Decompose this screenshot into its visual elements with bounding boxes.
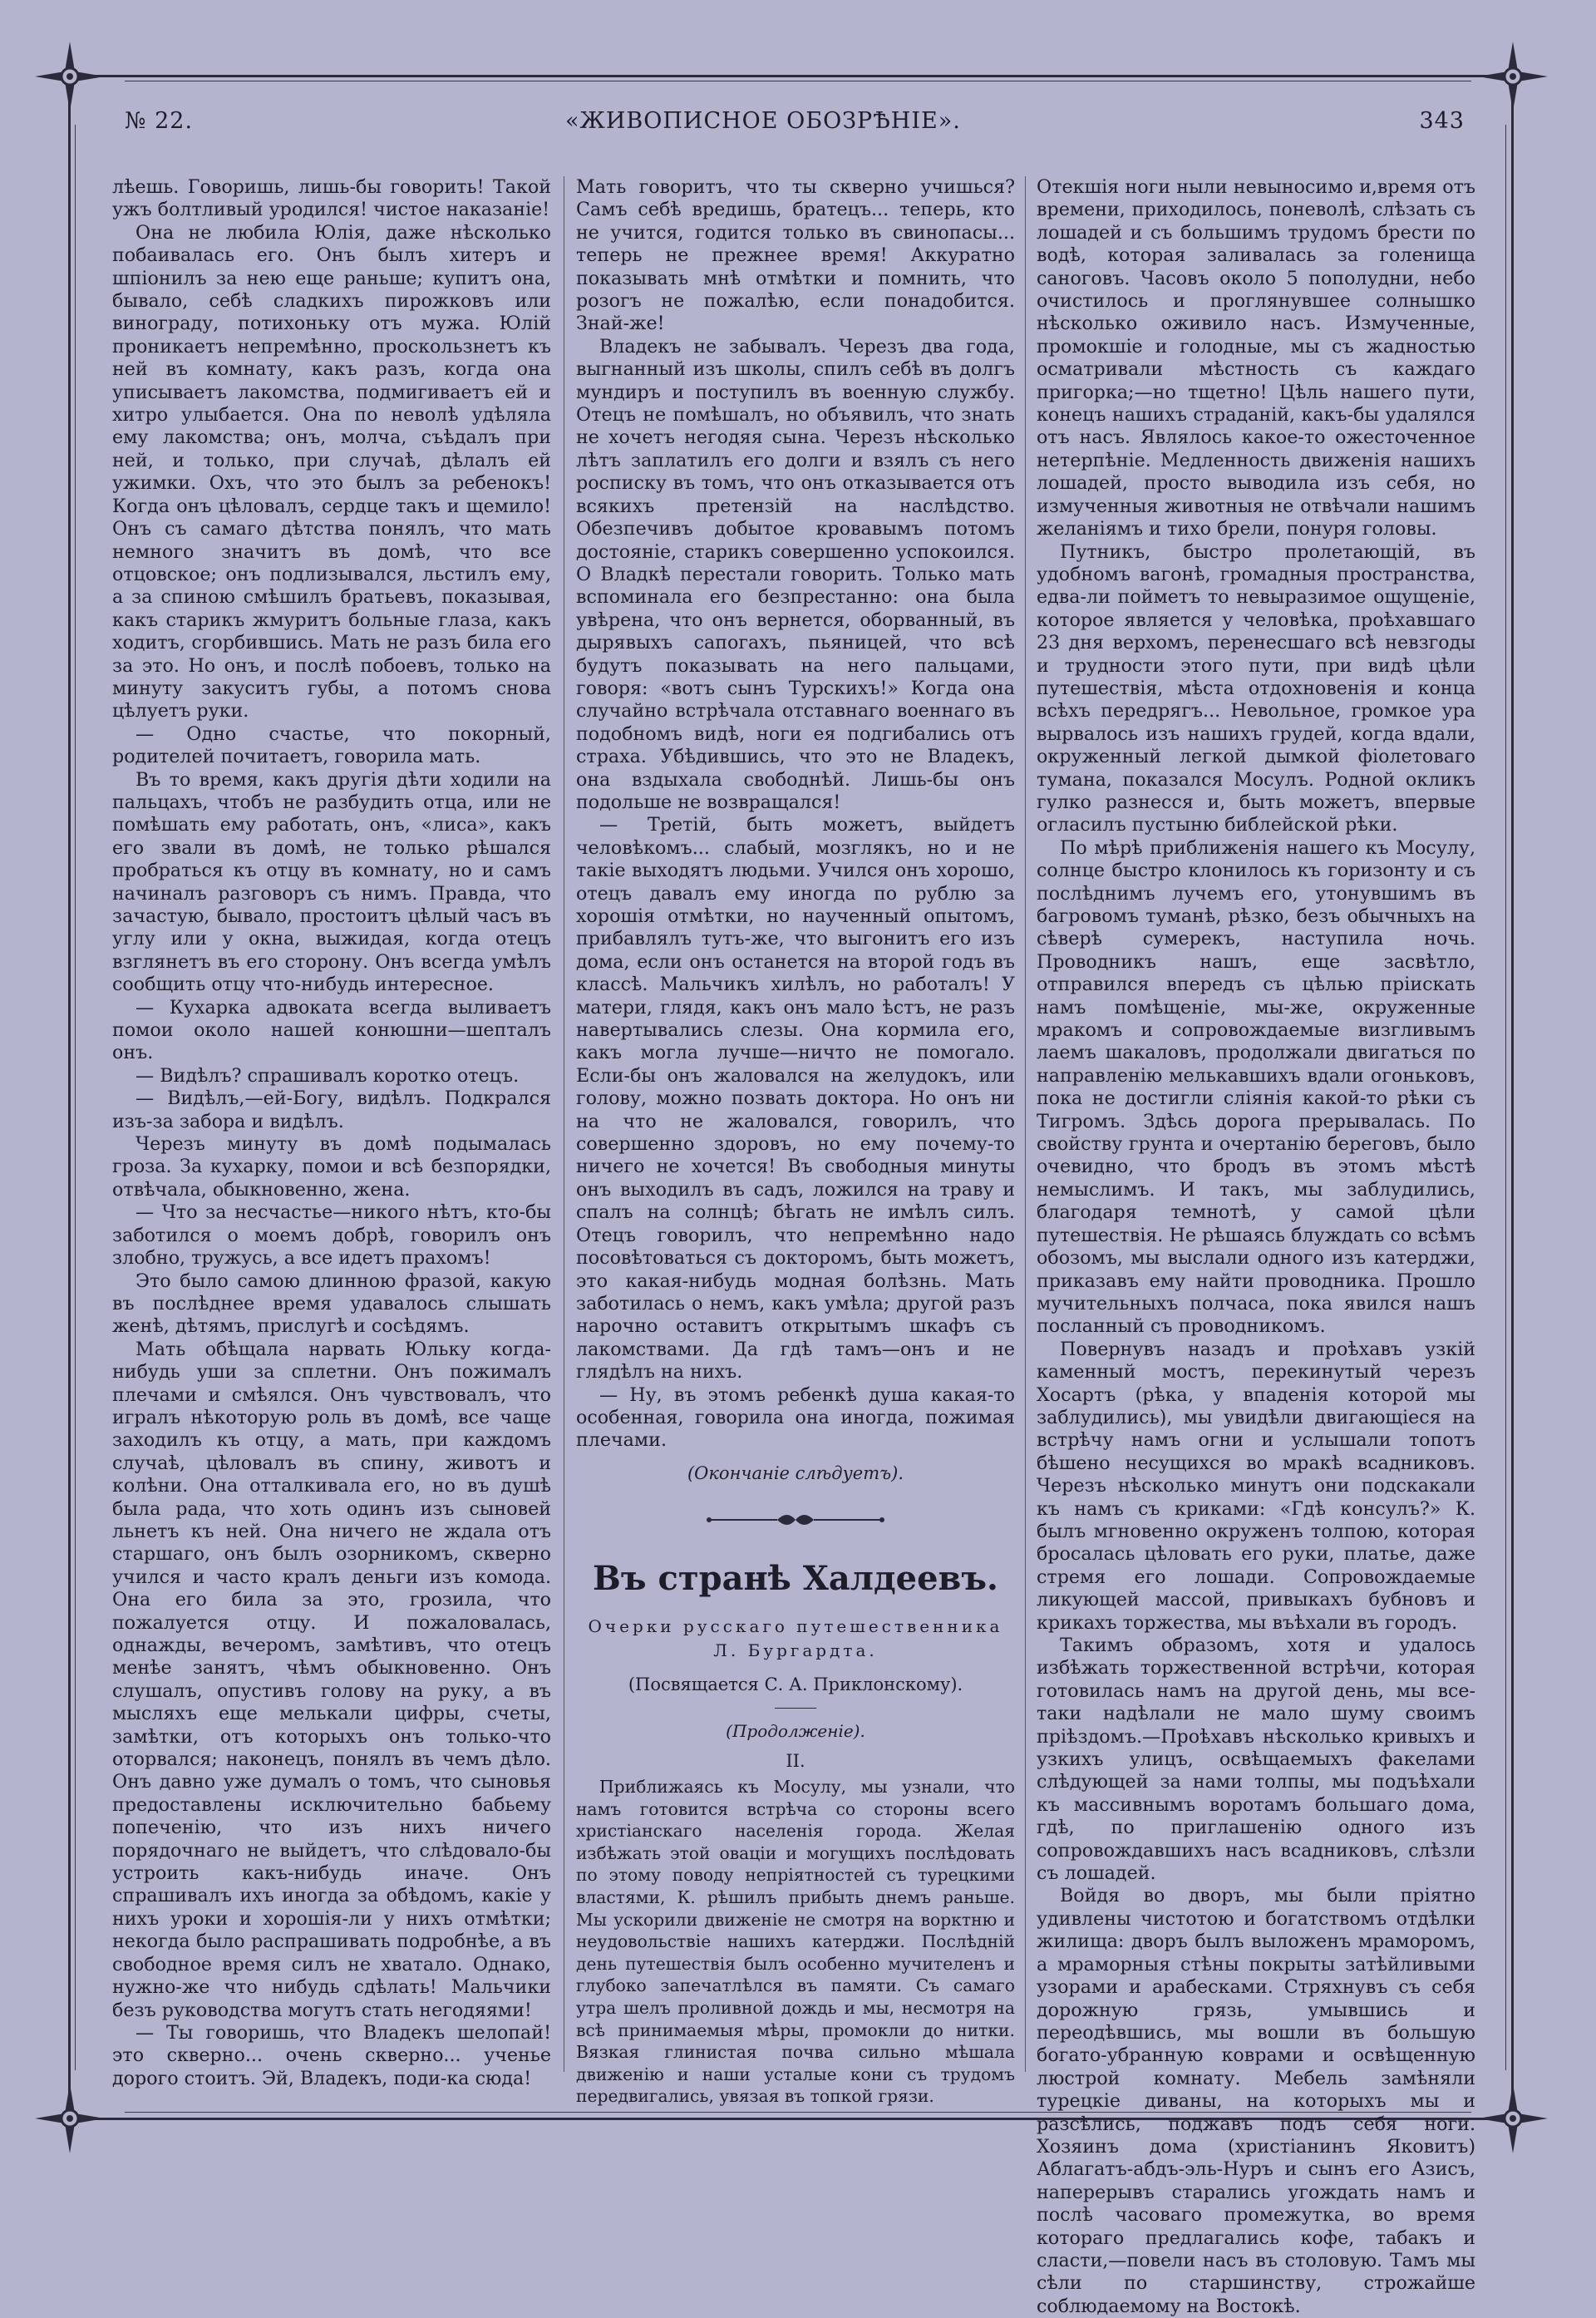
article-subtitle: Очерки русскаго путешественника (588, 1616, 1003, 1637)
paragraph: Такимъ образомъ, хотя и удалось избѣжать торжественной встрѣчи, которая готовилась намъ на другой день, мы все-таки надѣлали не мало шуму своимъ пріѣздомъ.—Проѣхавъ нѣсколько кривыхъ и узкихъ улицъ, освѣщаемыхъ факелами слѣдующей за нами толпы, мы подъѣхали къ массивнымъ воротамъ большаго дома, гдѣ, по приглашенію одного изъ сопровождавшихъ насъ всадниковъ, слѣзли съ лошадей. (1037, 1635, 1475, 1885)
paragraph: Повернувъ назадъ и проѣхавъ узкій каменный мостъ, перекинутый черезъ Хосартъ (рѣка, у впаденія которой мы заблудились), мы увидѣли двигающіеся на встрѣчу намъ огни и услышали топотъ бѣшено несущихся во мракѣ всадниковъ. Черезъ нѣсколько минутъ они подскакали къ намъ съ криками: «Гдѣ консулъ?» К. былъ мгновенно окруженъ толпою, которая бросалась цѣловать его руки, платье, даже стремя его лошади. Сопровождаемые ликующей массой, привыкахъ бубновъ и крикахъ торжества, мы въѣхали въ городъ. (1037, 1338, 1475, 1634)
section-divider-ornament (704, 1510, 887, 1530)
frame-left-rule (68, 58, 71, 2137)
paragraph: Въ то время, какъ другія дѣти ходили на пальцахъ, чтобъ не разбудить отца, или не помѣшать ему работать, онъ, «лиса», какъ его звали въ домѣ, не только рѣшался пробраться къ отцу въ комнату, но и самъ начиналъ разговоръ съ нимъ. Правда, что зачастую, бывало, простоитъ цѣлый часъ въ углу или у окна, выжидая, когда отецъ взглянетъ въ его сторону. Онъ всегда умѣлъ сообщить отцу что-нибудь интересное. (112, 768, 551, 996)
paragraph: — Кухарка адвоката всегда выливаетъ помои около нашей конюшни—шепталъ онъ. (112, 996, 551, 1064)
frame-right-rule (1511, 58, 1514, 2137)
paragraph: — Что за несчастье—никого нѣтъ, кто-бы заботился о моемъ добрѣ, говорилъ онъ злобно, тружусь, а все идетъ прахомъ! (112, 1201, 551, 1270)
running-header (125, 108, 1471, 141)
paragraph: — Одно счастье, что покорный, родителей почитаетъ, говорила мать. (112, 723, 551, 768)
frame-left-inner-rule (75, 125, 76, 2070)
column-rule-right (1025, 176, 1026, 2072)
paragraph: Путникъ, быстро пролетающій, въ удобномъ вагонѣ, громадныя пространства, едва-ли пойметъ то невыразимое ощущеніе, которое является у человѣка, проѣхавшаго 23 дня верхомъ, перенесшаго всѣ невзгоды и трудности этого пути, при видѣ цѣли путешествія, мѣста отдохновенія и конца всѣхъ передрягъ... Невольное, громкое ура вырвалось изъ нашихъ грудей, когда вдали, окруженный легкой дымкой фіолетоваго тумана, показался Мосулъ. Родной окликъ гулко разнесся и, быть можетъ, впервые огласилъ пустыню библейской рѣки. (1037, 540, 1475, 836)
paragraph: — Видѣлъ? спрашивалъ коротко отецъ. (135, 1064, 520, 1087)
journal-title: «ЖИВОПИСНОЕ ОБОЗРѢНІЕ». (565, 108, 961, 134)
corner-ornament-top-right (1471, 35, 1554, 118)
paragraph: — Видѣлъ,—ей-Богу, видѣлъ. Подкрался изъ-за забора и видѣлъ. (112, 1087, 551, 1132)
page-number: 343 (1419, 108, 1465, 134)
paragraph: Она не любила Юлія, даже нѣсколько побаивалась его. Онъ былъ хитеръ и шпіонилъ за нею еще раньше; купитъ она, бывало, себѣ сладкихъ пирожковъ или винограду, потихоньку отъ мужа. Юлій проникаетъ непремѣнно, проскользнетъ къ ней въ комнату, какъ разъ, когда она уписываетъ лакомства, подмигиваетъ ей и хитро улыбается. Она по неволѣ удѣляла ему лакомства; онъ, молча, съѣдалъ при ней, и только, при случаѣ, дѣлалъ ей ужимки. Охъ, что это былъ за ребенокъ! Когда онъ цѣловалъ, сердце такъ и щемило! Онъ съ самаго дѣтства понялъ, что мать немного значитъ въ домѣ, что все отцовское; онъ подлизывался, льстилъ ему, а за спиною смѣшилъ братьевъ, показывая, какъ старикъ жмуритъ больные глаза, какъ ходитъ, сгорбившись. Мать не разъ била его за это. Но онъ, и послѣ побоевъ, только на минуту закуситъ губы, а потомъ снова цѣлуетъ руки. (112, 221, 551, 723)
paragraph: Мать обѣщала нарвать Юльку когда-нибудь уши за сплетни. Онъ пожималъ плечами и смѣялся. Онъ чувствовалъ, что игралъ нѣкоторую роль въ домѣ, все чаще заходилъ къ отцу, а мать, при каждомъ случаѣ, цѣловалъ въ спину, животъ и колѣни. Она отталкивала его, но въ душѣ была рада, что хоть одинъ изъ сыновей льнетъ къ ней. Она ничего не ждала отъ старшаго, онъ былъ озорникомъ, скверно учился и часто кралъ деньги изъ комода. Она его била за это, грозила, что пожалуется отцу. И пожаловалась, однажды, вечеромъ, замѣтивъ, что отецъ менѣе занятъ, чѣмъ обыкновенно. Онъ слушалъ, опустивъ голову на руку, а въ мысляхъ еще мелькали цифры, счеты, замѣтки, отъ которыхъ онъ только-что оторвался; наконецъ, понялъ въ чемъ дѣло. Онъ давно уже думалъ о томъ, что сыновья предоставлены исключительно бабьему попеченію, что изъ нихъ ничего порядочнаго не выйдетъ, что слѣдовало-бы устроить какъ-нибудь иначе. Онъ спрашивалъ ихъ иногда за обѣдомъ, какіе у нихъ уроки и хорошія-ли у нихъ отмѣтки; некогда было распрашивать подробнѣе, а въ свободное время силъ не хватало. Однако, нужно-же что нибудь сдѣлать! Мальчики безъ руководства могутъ стать негодяями! (112, 1338, 551, 2021)
paragraph: Владекъ не забывалъ. Черезъ два года, выгнанный изъ школы, спилъ себѣ въ долгъ мундиръ и поступилъ въ военную службу. Отецъ не помѣшалъ, но объявилъ, что знать не хочетъ негодяя сына. Черезъ нѣсколько лѣтъ заплатилъ его долги и взялъ съ него росписку въ томъ, что онъ отказывается отъ всякихъ претензій на наслѣдство. Обезпечивъ добытое кровавымъ потомъ достояніе, старикъ совершенно успокоился. О Владкѣ перестали говорить. Только мать вспоминала его безпрестанно: она была увѣрена, что онъ вернется, оборванный, въ дырявыхъ сапогахъ, пьяницей, что всѣ будутъ показывать на него пальцами, говоря: «вотъ сынъ Турскихъ!» Когда она случайно встрѣчала отставнаго военнаго въ подобномъ видѣ, ноги ея подгибались отъ страха. Убѣдившись, что это не Владекъ, она вздыхала свободнѣй. Лишь-бы онъ подольше не возвращался! (576, 335, 1015, 813)
to-be-continued-note: (Окончаніе слѣдуетъ). (687, 1462, 904, 1483)
paragraph: Отекшія ноги ныли невыносимо и,время отъ времени, приходилось, поневолѣ, слѣзать съ лошадей и съ большимъ трудомъ брести по водѣ, которая заливалась за голенища саноговъ. Часовъ около 5 пополудни, небо очистилось и проглянувшее солнышко нѣсколько оживило насъ. Измученные, промокшіе и голодные, мы съ жадностью осматривали мѣстность съ каждаго пригорка;—но тщетно! Цѣль нашего пути, конецъ нашихъ страданій, какъ-бы удалялся отъ насъ. Являлось какое-то ожесточенное нетерпѣніе. Медленность движенія нашихъ лошадей, просто выводила изъ себя, но измученныя животныя не отвѣчали нашимъ желаніямъ и тихо брели, понуря головы. (1037, 176, 1475, 540)
paragraph: По мѣрѣ приближенія нашего къ Мосулу, солнце быстро клонилось къ горизонту и съ послѣднимъ лучемъ его, утонувшимъ въ багровомъ туманѣ, рѣзко, безъ обычныхъ на сѣверѣ сумерекъ, наступила ночь. Проводникъ нашъ, еще засвѣтло, отправился впередъ съ цѣлью пріискать намъ помѣщеніе, мы-же, окруженные мракомъ и сопровождаемые визгливымъ лаемъ шакаловъ, продолжали двигаться по направленію мелькавшихъ вдали огоньковъ, пока не достигли слiянія какой-то рѣки съ Тигромъ. Здѣсь дорога прерывалась. По свойству грунта и очертанію береговъ, было очевидно, что бродъ въ этомъ мѣстѣ немыслимъ. И такъ, мы заблудились, благодаря темнотѣ, у самой цѣли путешествія. Не рѣшаясь блуждать со всѣмъ обозомъ, мы выслали одного изъ катерджи, приказавъ ему найти проводника. Прошло мучительныхъ полчаса, пока явился нашъ посланный съ проводникомъ. (1037, 836, 1475, 1338)
paragraph: лѣешь. Говоришь, лишь-бы говорить! Такой ужъ болтливый уродился! чистое наказаніе! (112, 176, 551, 221)
chapter-number: II. (786, 1750, 805, 1771)
paragraph: Приближаясь къ Мосулу, мы узнали, что намъ готовится встрѣча со стороны всего христіанскаго населенія города. Желая избѣжать этой оваціи и могущихъ послѣдовать по этому поводу непріятностей съ турецкими властями, К. рѣшилъ прибыть днемъ раньше. Мы ускорили движеніе не смотря на ворктню и неудовольствіе нашихъ катерджи. Послѣдній день путешествія былъ особенно мучителенъ и глубоко запечатлѣлся въ памяти. Съ самаго утра шелъ проливной дождь и мы, несмотря на всѣ принимаемыя мѣры, промокли до нитки. Вязкая глинистая почва сильно мѣшала движенію и наши усталые кони съ трудомъ передвигались, увязая въ топкой грязи. (576, 1776, 1015, 2107)
column-3 (1037, 176, 1475, 2318)
article-dedication: (Посвящается С. А. Приклонскому). (628, 1674, 963, 1695)
paragraph: — Ты говоришь, что Владекъ шелопай! это скверно... очень скверно... ученье дорого стоитъ. Эй, Владекъ, поди-ка сюда! (112, 2021, 551, 2089)
corner-ornament-bottom-right (1471, 2077, 1554, 2160)
column-2 (576, 176, 1015, 2108)
continuation-note: (Продолженіе). (726, 1721, 865, 1742)
paragraph: — Ну, въ этомъ ребенкѣ душа какая-то особенная, говорила она иногда, пожимая плечами. (576, 1383, 1015, 1452)
short-rule (775, 1708, 816, 1709)
issue-number: № 22. (125, 108, 194, 134)
paragraph: Войдя во дворъ, мы были пріятно удивлены чистотою и богатствомъ отдѣлки жилища: дворъ былъ выложенъ мраморомъ, а мраморныя стѣны покрыты затѣйливыми узорами и арабесками. Стряхнувъ съ себя дорожную грязь, умывшись и переодѣвшись, мы вошли въ большую богато-убранную коврами и освѣщенную люстрой комнату. Мебель замѣняли турецкіе диваны, на которыхъ мы и разсѣлись, поджавъ подъ себя ноги. Хозяинъ дома (христіанинъ Яковитъ) Аблагатъ-абдъ-эль-Нуръ и сынъ его Азисъ, наперерывъ старались угождать намъ и послѣ часоваго промежутка, во время котораго предлагались кофе, табакъ и сласти,—повели насъ въ столовую. Тамъ мы сѣли по старшинству, строжайше соблюдаемому на Востокѣ. (1037, 1885, 1475, 2317)
paragraph: Мать говоритъ, что ты скверно учишься? Самъ себѣ вредишь, братецъ... теперь, кто не учится, годится только въ свинопасы... теперь не прежнее время! Аккуратно показывать мнѣ отмѣтки и помнить, что розогъ не пожалѣю, если понадобится. Знай-же! (576, 176, 1015, 335)
frame-right-inner-rule (1505, 125, 1506, 2070)
paragraph: Черезъ минуту въ домѣ подымалась гроза. За кухарку, помои и всѣ безпорядки, отвѣчала, обыкновенно, жена. (112, 1133, 551, 1201)
paragraph: — Третій, быть можетъ, выйдетъ человѣкомъ... слабый, мозглякъ, но и не такіе выходятъ людьми. Учился онъ хорошо, отецъ давалъ ему иногда по рублю за хорошія отмѣтки, но наученный опытомъ, прибавлялъ тутъ-же, что выгонитъ его изъ дома, если онъ останется на второй годъ въ классѣ. Мальчикъ хилѣлъ, но работалъ! У матери, глядя, какъ онъ мало ѣстъ, не разъ навертывались слезы. Она кормила его, какъ могла лучше—ничто не помогало. Если-бы онъ жаловался на желудокъ, или голову, можно позвать доктора. Но онъ ни на что не жаловался, говорилъ, что совершенно здоровъ, но ему почему-то ничего не хочется! Въ свободныя минуты онъ выходилъ въ садъ, ложился на траву и спалъ на солнцѣ; бѣгать не имѣлъ силъ. Отецъ говорилъ, что непремѣнно надо посовѣтоваться съ докторомъ, быть можетъ, это какая-нибудь модная болѣзнь. Мать заботилась о немъ, какъ умѣла; другой разъ нарочно оставитъ открытымъ шкафъ съ лакомствами. Да гдѣ тамъ—онъ и не глядѣлъ на нихъ. (576, 814, 1015, 1383)
paragraph: Это было самою длинною фразой, какую въ послѣднее время удавалось слышать женѣ, дѣтямъ, прислугѣ и сосѣдямъ. (112, 1270, 551, 1338)
article-title: Въ странѣ Халдеевъ. (593, 1559, 998, 1599)
corner-ornament-top-left (28, 35, 111, 118)
column-1 (112, 176, 551, 2090)
article-author: Л. Бургардта. (713, 1640, 878, 1661)
corner-ornament-bottom-left (28, 2077, 111, 2160)
frame-top-rule (58, 75, 1538, 77)
